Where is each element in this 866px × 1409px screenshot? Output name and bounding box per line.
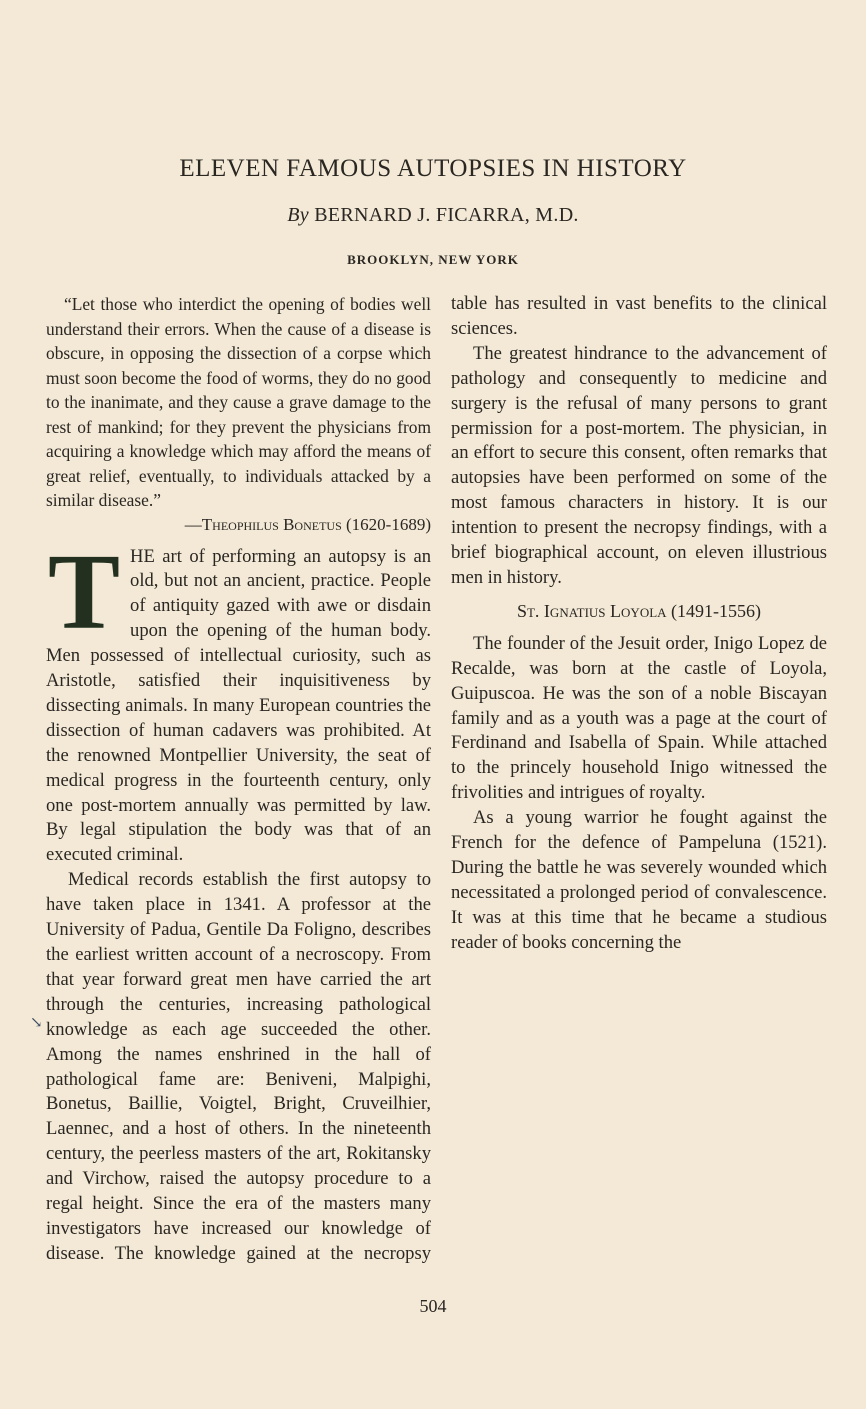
paragraph-1-text: HE art of performing an autopsy is an old, but not an ancient, practice. People of antiquity gazed with awe or disdain upon the opening of the human body. Men possessed of intellectual curiosity, such as Aristotle, satisfied their inquisitiveness by dissecting animals. In many European countries the dissection of human cadavers was prohibited. At the renowned Montpellier University, the seat of medical progress in the fourteenth century, only one post-mortem annually was permitted by law. By legal stipulation the body was that of an executed criminal. — [46, 545, 431, 866]
left-column — [46, 292, 431, 1267]
section-heading: St. Ignatius Loyola (1491-1556) — [516, 600, 762, 621]
paragraph-2: Medical records establish the first autopsy to have taken place in 1341. A professor at the University of Padua, Gentile Da Foligno, describes the earliest written account of a necroscopy. From that year forward great men have carried the art through the centuries, increasing pathological knowledge as each age succeeded the other. Among the names enshrined in the hall of pathological fame are: Beniveni, Malpighi, Bonetus, Baillie, Voigtel, Bright, Cruveilhier, Laennec, and a host of others. In the nineteenth century, the peerless masters of the art, Rokitansky and Virchow, raised the autopsy procedure to a regal height. Since the era of the masters many investigators have increased our knowledge of disease. The knowledge gained at the necropsy — [46, 869, 431, 1264]
margin-pencil-mark: ↘ — [30, 1015, 43, 1031]
author-name: BERNARD J. FICARRA, M.D. — [314, 204, 579, 226]
paragraph-4: The founder of the Jesuit order, Inigo Lopez de Recalde, was born at the castle of Loyola, Guipuscoa. He was the son of a noble Biscayan family and as a youth was a page at the court of Ferdinand and Isabella of Spain. While attached to the princely household Inigo witnessed the frivolities and intrigues of royalty. — [451, 632, 827, 804]
paragraph-2-continued: table has resulted in vast benefits to the clinical sciences. — [451, 293, 827, 339]
drop-cap: T — [48, 532, 121, 652]
article-title: ELEVEN FAMOUS AUTOPSIES IN HISTORY — [179, 155, 687, 182]
byline-by: By — [287, 204, 309, 226]
paragraph-5: As a young warrior he fought against the French for the defence of Pampeluna (1521). During the battle he was severely wounded which necessitated a prolonged period of convalescence. It was at this time that he became a studious reader of books concerning the — [451, 807, 827, 953]
right-column — [451, 292, 827, 956]
epigraph-text: “Let those who interdict the opening of bodies well understand their errors. When the cause of a disease is obscure, in opposing the dissection of a corpse which must soon become the food of worms, they do no good to the inanimate, and they cause a grave damage to the rest of mankind; for they prevent the physicians from acquiring a knowledge which may afford the means of great relief, eventually, to individuals attacked by a similar disease.” — [46, 294, 431, 510]
paragraph-1 — [46, 532, 431, 869]
author-location: BROOKLYN, NEW YORK — [347, 252, 519, 267]
epigraph-attribution: —Theophilus Bonetus (1620-1689) — [184, 514, 431, 534]
page-number: 504 — [419, 1296, 447, 1316]
paragraph-3: The greatest hindrance to the advancement of pathology and consequently to medicine and surgery is the refusal of many persons to grant permission for a post-mortem. The physician, in an effort to secure this consent, often remarks that autopsies have been performed on some of the most famous characters in history. It is our intention to present the necropsy findings, with a brief biographical account, on eleven illustrious men in history. — [451, 342, 827, 588]
byline — [0, 204, 866, 227]
